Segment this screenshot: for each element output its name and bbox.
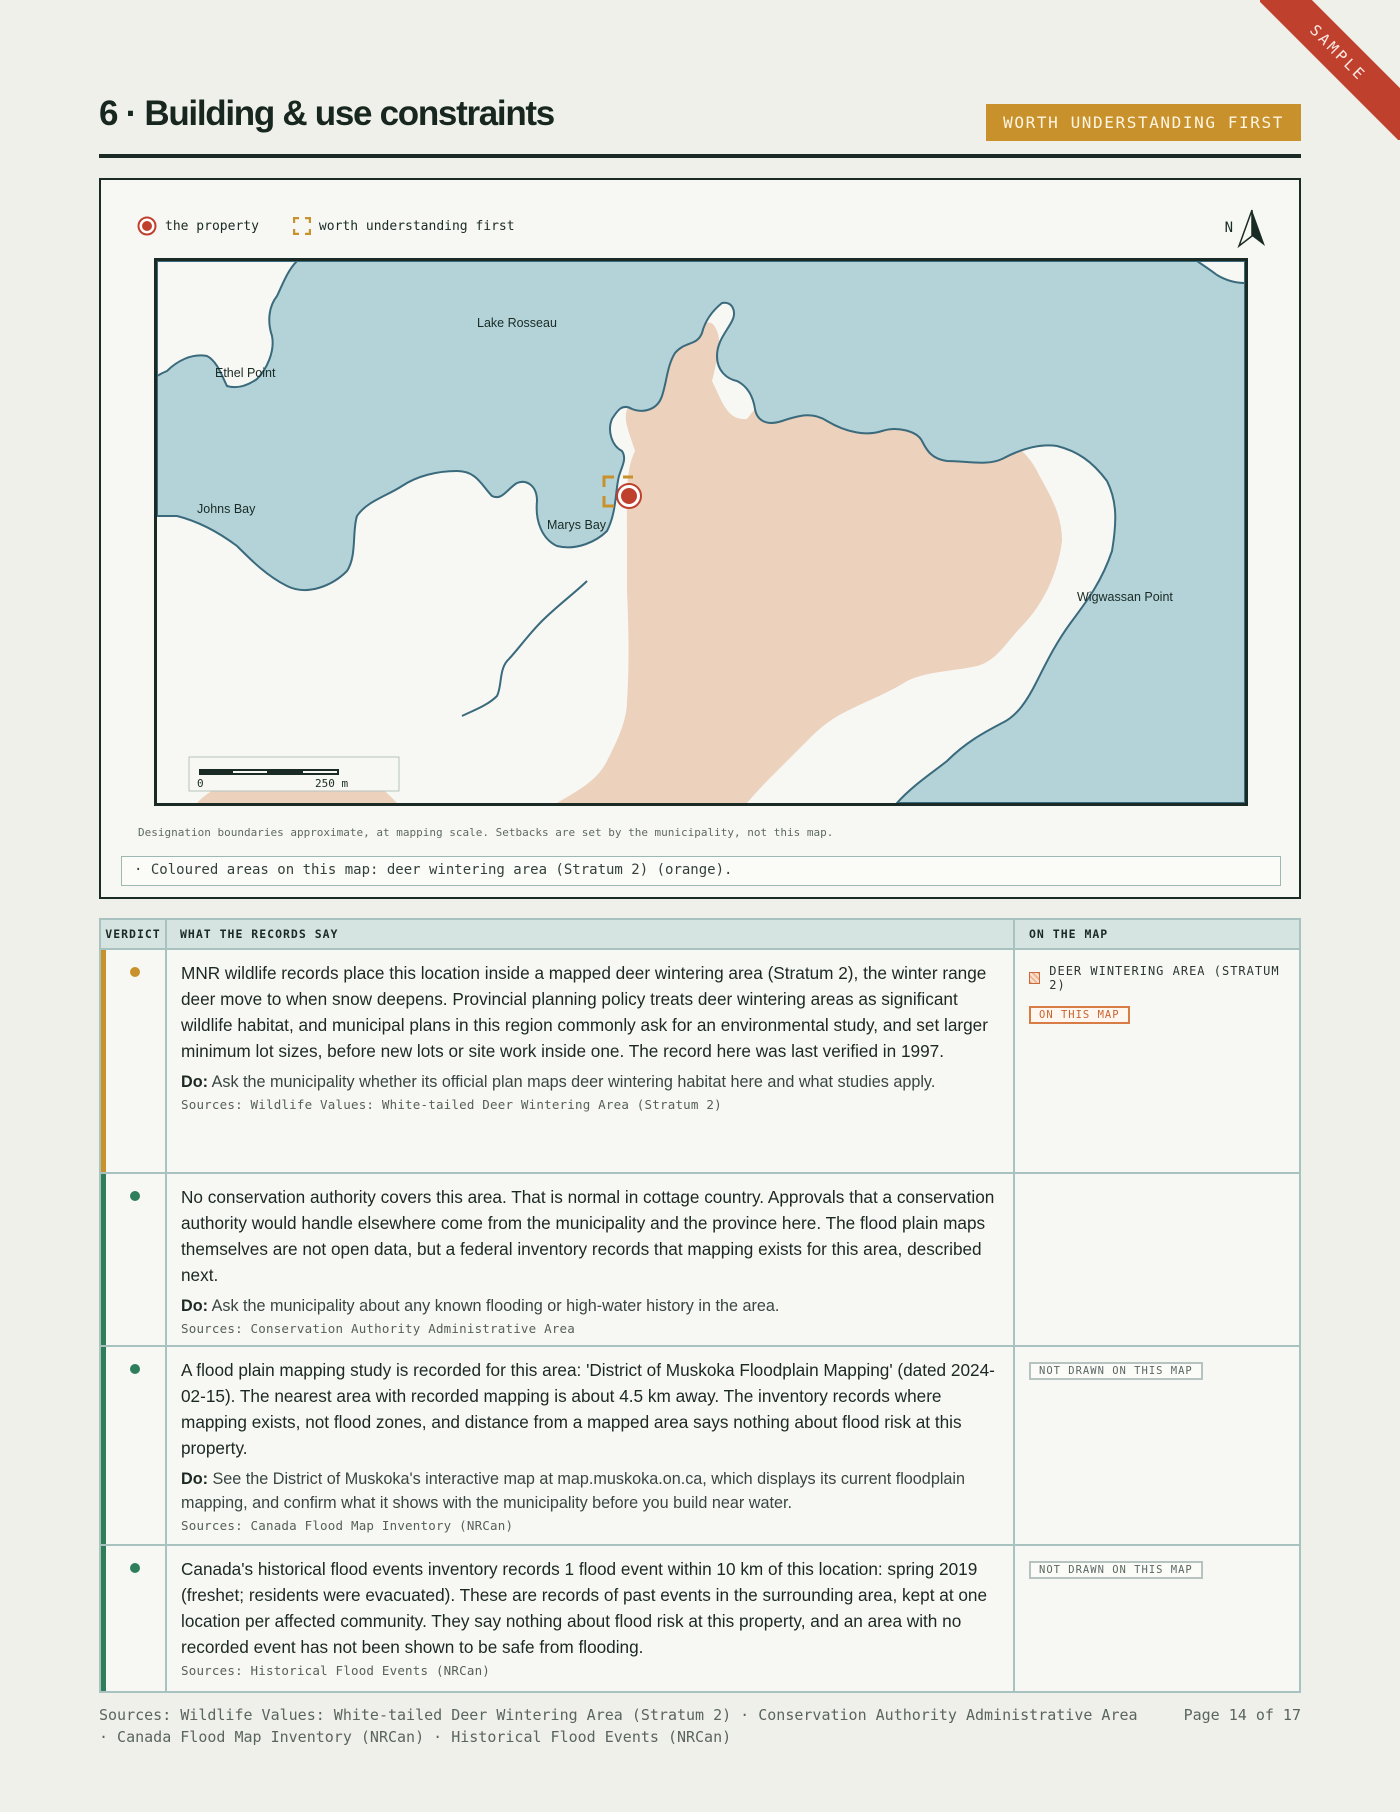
constraints-table [99,918,1301,1693]
scale-bar [189,757,399,791]
record-do [181,1294,997,1318]
map-callout: · Coloured areas on this map: deer wintering area (Stratum 2) (orange). [121,856,1281,886]
hatch-swatch-icon [1029,972,1040,984]
record-do [181,1467,997,1515]
label-lake-rosseau: Lake Rosseau [477,316,557,330]
do-text: See the District of Muskoka's interactive map at map.muskoka.on.ca, which displays its current floodplain mapping, and confirm what it shows with the municipality before you build near water. [181,1470,966,1512]
verdict-bar [101,1347,106,1544]
on-map-cell [1015,1347,1299,1544]
verdict-bar [101,950,106,1172]
on-map-pill: ON THIS MAP [1029,1006,1130,1024]
north-arrow [1225,208,1267,248]
label-marys-bay: Marys Bay [547,518,607,532]
page-title: 6 · Building & use constraints [99,94,554,133]
map-note: Designation boundaries approximate, at mapping scale. Setbacks are set by the municipality, not this map. [138,826,834,839]
verdict-bar [101,1546,106,1691]
page-number: Page 14 of 17 [1183,1706,1301,1724]
section-header [99,94,1301,158]
focus-bracket-icon [293,217,311,235]
map-tag-label: DEER WINTERING AREA (STRATUM 2) [1049,964,1280,992]
map-canvas[interactable] [154,258,1248,806]
not-on-map-pill: NOT DRAWN ON THIS MAP [1029,1362,1203,1380]
records-cell [167,1546,1015,1691]
verdict-dot-icon [130,1364,140,1374]
property-marker-icon [137,216,157,236]
label-wigwassan-point: Wigwassan Point [1077,590,1173,604]
records-cell [167,1347,1015,1544]
legend-label-worth: worth understanding first [318,218,515,234]
scale-label-end: 250 m [315,777,349,790]
do-text: Ask the municipality whether its official plan maps deer wintering habitat here and what studies apply. [211,1073,936,1091]
verdict-dot-icon [130,967,140,977]
verdict-dot-icon [130,1563,140,1573]
on-map-cell [1015,1174,1299,1345]
table-row [101,1347,1299,1546]
record-sources: Sources: Wildlife Values: White-tailed Deer Wintering Area (Stratum 2) [181,1097,722,1112]
header-verdict: VERDICT [101,920,167,948]
record-text: No conservation authority covers this area. That is normal in cottage country. Approvals that a conservation authority would handle elsewhere come from the municipality and the province here. The flood plain maps themselves are not open data, but a federal inventory records that mapping exists for this area, described next. [181,1187,995,1285]
records-cell [167,1174,1015,1345]
verdict-cell [101,1174,167,1345]
north-label: N [1224,220,1233,236]
record-sources: Sources: Historical Flood Events (NRCan) [181,1663,491,1678]
do-label: Do: [181,1470,208,1488]
scale-label-zero: 0 [197,777,204,790]
do-label: Do: [181,1073,208,1091]
map-legend [137,216,549,236]
verdict-cell [101,950,167,1172]
header-records: WHAT THE RECORDS SAY [167,920,1015,948]
property-marker[interactable] [617,484,641,508]
record-do [181,1070,997,1094]
sample-ribbon: SAMPLE [1260,0,1400,140]
table-row [101,950,1299,1174]
table-header [101,920,1299,950]
header-on-map: ON THE MAP [1029,927,1109,941]
creek-line [462,581,587,716]
label-johns-bay: Johns Bay [197,502,256,516]
not-on-map-pill: NOT DRAWN ON THIS MAP [1029,1561,1203,1579]
label-ethel-point: Ethel Point [215,366,276,380]
record-sources: Sources: Canada Flood Map Inventory (NRCan) [181,1518,514,1533]
map-tag [1029,964,1285,992]
record-sources: Sources: Conservation Authority Administrative Area [181,1321,576,1336]
verdict-cell [101,1347,167,1544]
record-text: MNR wildlife records place this location inside a mapped deer wintering area (Stratum 2), the winter range deer move to when snow deepens. Provincial planning policy treats deer wintering areas as significant wildlife habitat, and municipal plans in this region commonly ask for an environmental study, and set larger minimum lot sizes, before new lots or site work inside one. The record here was last verified in 1997. [181,963,988,1061]
map-panel [99,178,1301,899]
record-text: A flood plain mapping study is recorded for this area: 'District of Muskoka Floodplain Mapping' (dated 2024-02-15). The nearest area with recorded mapping is about 4.5 km away. The inventory records where mapping exists, not flood zones, and distance from a mapped area says nothing about flood risk at this property. [181,1360,995,1458]
record-text: Canada's historical flood events inventory records 1 flood event within 10 km of this location: spring 2019 (freshet; residents were evacuated). These are records of past events in the surrounding area, kept at one location per affected community. They say nothing about flood risk at this property, and an area with no recorded event has not been shown to be safe from flooding. [181,1559,988,1657]
legend-label-property: the property [165,218,259,234]
legend-item-worth [293,217,515,235]
verdict-bar [101,1174,106,1345]
verdict-dot-icon [130,1191,140,1201]
north-arrow-icon [1237,208,1267,248]
do-label: Do: [181,1297,208,1315]
footer-sources: Sources: Wildlife Values: White-tailed Deer Wintering Area (Stratum 2) · Conservation Authority Administrative Area · Canada Flood Map Inventory (NRCan) · Historical Flood Events (NRCan) [99,1706,1138,1746]
legend-item-property [137,216,259,236]
on-map-cell [1015,1546,1299,1691]
map-svg [157,261,1245,803]
status-badge: WORTH UNDERSTANDING FIRST [986,104,1301,141]
table-row [101,1174,1299,1347]
on-map-cell [1015,950,1299,1172]
do-text: Ask the municipality about any known flooding or high-water history in the area. [211,1297,780,1315]
table-row [101,1546,1299,1691]
verdict-cell [101,1546,167,1691]
records-cell [167,950,1015,1172]
